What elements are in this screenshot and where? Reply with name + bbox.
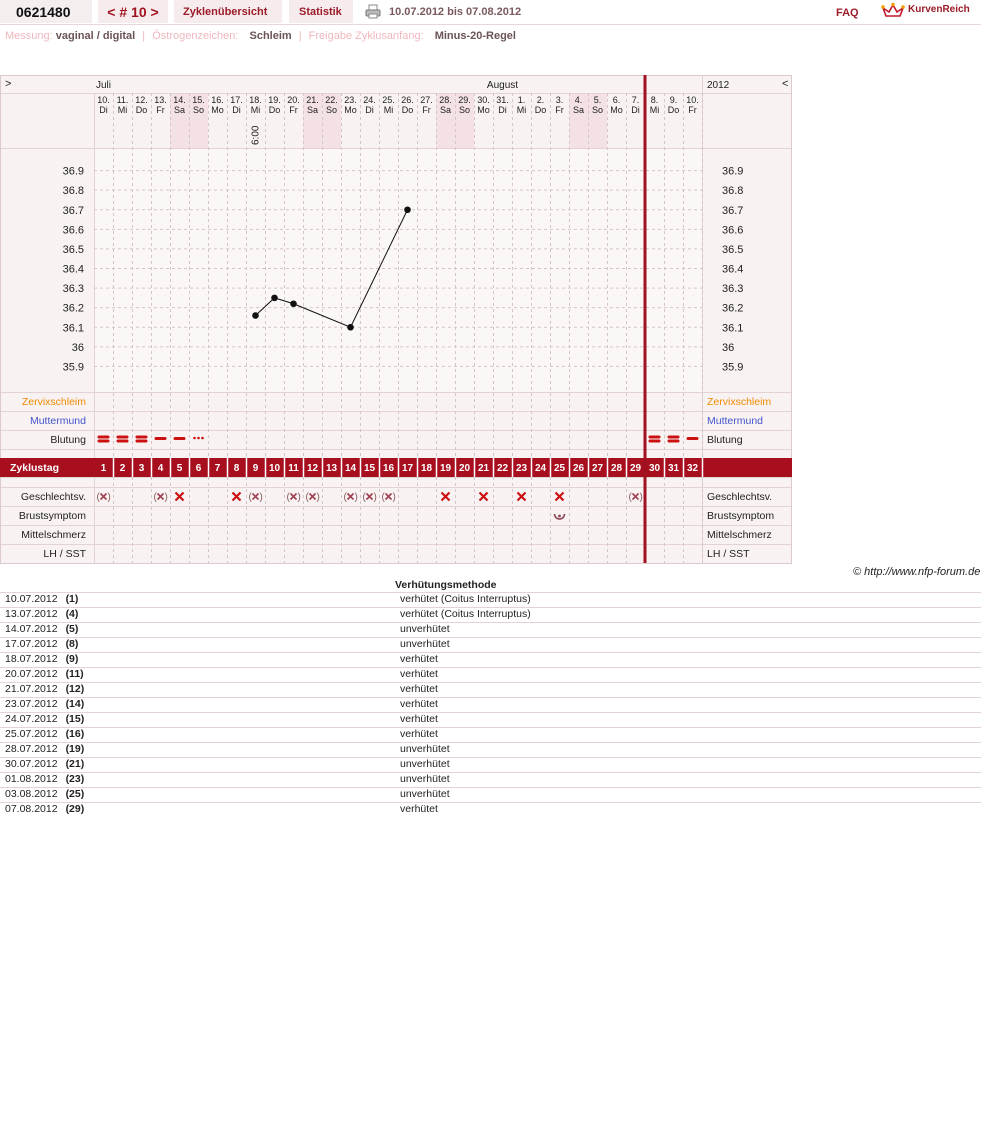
weekday-label: So (591, 105, 604, 115)
intercourse-protected-bracket: ( (96, 492, 100, 503)
contraception-method: unverhütet (395, 758, 981, 773)
contraception-method: unverhütet (395, 773, 981, 788)
date-text: 03.08.2012 (5, 788, 58, 800)
y-tick-label-left: 36.6 (62, 224, 84, 237)
date-label: 12. (135, 95, 148, 105)
printer-icon[interactable] (365, 4, 381, 19)
table-row (0, 623, 981, 638)
weekday-label: Sa (306, 105, 319, 115)
y-tick-label-right: 36.9 (722, 165, 744, 178)
cycle-day-number: 4 (157, 463, 164, 474)
bleeding-spotting-mark (193, 437, 196, 440)
contraception-method: verhütet (Coitus Interruptus) (395, 593, 981, 608)
cycle-day-number: 3 (138, 463, 145, 474)
date-text: 18.07.2012 (5, 653, 58, 665)
temperature-point (252, 312, 259, 319)
date-text: 10.07.2012 (5, 593, 58, 605)
date-text: 21.07.2012 (5, 683, 58, 695)
date-text: 14.07.2012 (5, 623, 58, 635)
weekday-label: Mo (344, 105, 357, 115)
contraception-date (0, 728, 395, 743)
cycle-day-number: 26 (572, 463, 585, 474)
y-tick-label-left: 35.9 (62, 361, 84, 374)
y-tick-label-right: 36.3 (722, 283, 744, 296)
bleeding-spotting-mark (201, 437, 204, 440)
cycle-day-number: 6 (195, 463, 202, 474)
bleeding-heavy-mark (668, 436, 680, 439)
date-label: 13. (154, 95, 167, 105)
next-cycle-arrow: < (782, 78, 789, 90)
weekday-label: Mi (649, 105, 660, 115)
weekday-label: Di (232, 105, 241, 115)
date-text: 20.07.2012 (5, 668, 58, 680)
bleeding-heavy-mark (98, 436, 110, 439)
table-row (0, 683, 981, 698)
intercourse-protected-bracket: ( (628, 492, 632, 503)
release-value: Minus-20-Regel (434, 30, 516, 42)
row-label-right-cervix: Muttermund (707, 415, 764, 427)
date-label: 17. (230, 95, 243, 105)
month-label-july: Juli (96, 80, 112, 91)
weekday-label: Sa (439, 105, 452, 115)
contraception-header: Verhütungsmethode (395, 579, 497, 591)
y-tick-label-right: 36.2 (722, 302, 744, 315)
cycle-day-text: (16) (65, 728, 85, 740)
date-label: 23. (344, 95, 357, 105)
date-text: 25.07.2012 (5, 728, 58, 740)
bleeding-heavy-mark (649, 440, 661, 443)
row-label-right-breast: Brustsymptom (707, 510, 775, 522)
date-label: 9. (669, 95, 678, 105)
temperature-point (290, 300, 297, 307)
bleeding-heavy-mark (668, 440, 680, 443)
contraception-method: verhütet (395, 668, 981, 683)
date-range: 10.07.2012 bis 07.08.2012 (389, 6, 522, 18)
cycle-day-number: 2 (119, 463, 126, 474)
cycle-navigation[interactable]: < # 10 > (98, 0, 168, 23)
cycle-day-text: (9) (65, 653, 79, 665)
cycle-day-number: 15 (363, 463, 376, 474)
table-row (0, 743, 981, 758)
weekday-label: Do (667, 105, 680, 115)
row-label-lh: LH / SST (43, 548, 86, 560)
weekday-label: Do (135, 105, 148, 115)
cycle-day-number: 17 (401, 463, 414, 474)
contraception-date (0, 713, 395, 728)
cycle-day-number: 7 (214, 463, 221, 474)
cycle-settings: Messung: vaginal / digital | Östrogenzeichen: Schleim | Freigabe Zyklusanfang: Minus-20-Regel (5, 30, 516, 42)
table-row (0, 638, 981, 653)
row-label-right-midpain: Mittelschmerz (707, 529, 772, 541)
cycle-day-number: 25 (553, 463, 566, 474)
temperature-point (404, 206, 411, 213)
date-label: 11. (116, 95, 129, 105)
cycle-day-text: (19) (65, 743, 85, 755)
weekday-label: Do (534, 105, 547, 115)
y-tick-label-left: 36.7 (62, 204, 84, 217)
weekday-label: Di (99, 105, 108, 115)
y-tick-label-left: 36.3 (62, 283, 84, 296)
weekday-label: Fr (156, 105, 165, 115)
table-row (0, 668, 981, 683)
cycle-day-number: 32 (686, 463, 699, 474)
cycle-day-text: (1) (65, 593, 79, 605)
weekday-label: So (192, 105, 205, 115)
contraception-date (0, 638, 395, 653)
intercourse-protected-bracket: ( (381, 492, 385, 503)
intercourse-protected-bracket: ( (248, 492, 252, 503)
row-label-intercourse: Geschlechtsv. (20, 491, 86, 503)
contraception-method: unverhütet (395, 788, 981, 803)
weekday-label: Do (401, 105, 414, 115)
weekday-label: Do (268, 105, 281, 115)
cycle-overview-link[interactable]: Zyklenübersicht (174, 0, 282, 23)
cycle-day-number: 13 (325, 463, 338, 474)
release-label: Freigabe Zyklusanfang: (308, 30, 424, 42)
table-row (0, 653, 981, 668)
cycle-day-number: 16 (382, 463, 395, 474)
cycle-day-text: (21) (65, 758, 85, 770)
row-label-right-cervical: Zervixschleim (707, 396, 772, 408)
contraception-method: unverhütet (395, 638, 981, 653)
cycle-day-number: 28 (610, 463, 623, 474)
bleeding-normal-mark (155, 437, 167, 440)
contraception-date (0, 773, 395, 788)
y-tick-label-left: 36.4 (62, 263, 84, 276)
cycle-day-number: 11 (288, 463, 299, 474)
cycle-day-number: 10 (268, 463, 281, 474)
table-row (0, 803, 981, 818)
cycle-day-number: 31 (667, 463, 680, 474)
cycle-day-text: (8) (65, 638, 79, 650)
cycle-day-number: 30 (648, 463, 661, 474)
cycle-day-number: 19 (439, 463, 452, 474)
statistics-link[interactable]: Statistik (289, 0, 353, 23)
bleeding-heavy-mark (136, 436, 148, 439)
date-label: 20. (287, 95, 300, 105)
contraception-method: verhütet (395, 713, 981, 728)
cycle-chart (0, 75, 794, 565)
cycle-id: 0621480 (0, 0, 92, 23)
date-text: 28.07.2012 (5, 743, 58, 755)
intercourse-protected-bracket: ( (362, 492, 366, 503)
year-label: 2012 (707, 80, 730, 91)
date-label: 24. (363, 95, 376, 105)
contraception-method: verhütet (Coitus Interruptus) (395, 608, 981, 623)
contraception-date (0, 593, 395, 608)
date-label: 6. (612, 95, 621, 105)
estrogen-label: Östrogenzeichen: (152, 30, 239, 42)
contraception-date (0, 623, 395, 638)
date-label: 26. (401, 95, 414, 105)
weekday-label: Di (365, 105, 374, 115)
contraception-method: unverhütet (395, 623, 981, 638)
intercourse-protected-bracket: ) (316, 492, 320, 503)
measurement-label: Messung: (5, 30, 53, 42)
intercourse-protected-bracket: ( (286, 492, 290, 503)
breast-symptom-icon (558, 515, 561, 518)
intercourse-protected-bracket: ) (392, 492, 396, 503)
cycle-day-number: 9 (252, 463, 259, 474)
y-tick-label-left: 36.1 (62, 322, 84, 335)
weekday-label: Sa (173, 105, 186, 115)
cycle-day-label: Zyklustag (10, 462, 60, 474)
contraception-date (0, 743, 395, 758)
cycle-day-text: (23) (65, 773, 85, 785)
table-row (0, 773, 981, 788)
date-label: 29. (458, 95, 471, 105)
y-tick-label-right: 36.7 (722, 204, 744, 217)
contraception-date (0, 668, 395, 683)
weekday-label: Fr (289, 105, 298, 115)
row-label-breast: Brustsymptom (18, 510, 86, 522)
cycle-day-number: 12 (306, 463, 319, 474)
date-label: 22. (325, 95, 338, 105)
y-tick-label-right: 36.6 (722, 224, 744, 237)
y-tick-label-left: 36.8 (62, 185, 84, 198)
date-label: 21. (306, 95, 319, 105)
contraception-method: verhütet (395, 728, 981, 743)
bleeding-heavy-mark (117, 440, 129, 443)
bleeding-heavy-mark (136, 440, 148, 443)
cycle-day-text: (5) (65, 623, 79, 635)
weekday-label: Mo (610, 105, 623, 115)
row-label-midpain: Mittelschmerz (21, 529, 86, 541)
intercourse-protected-bracket: ) (297, 492, 301, 503)
contraception-date (0, 683, 395, 698)
date-label: 3. (555, 95, 564, 105)
intercourse-protected-bracket: ) (373, 492, 377, 503)
date-label: 18. (249, 95, 262, 105)
date-text: 23.07.2012 (5, 698, 58, 710)
cycle-day-number: 20 (458, 463, 471, 474)
date-label: 7. (631, 95, 640, 105)
weekday-label: So (458, 105, 471, 115)
bleeding-normal-mark (687, 437, 699, 440)
weekday-label: Mo (211, 105, 224, 115)
contraception-date (0, 803, 395, 818)
date-text: 13.07.2012 (5, 608, 58, 620)
table-row (0, 713, 981, 728)
cycle-day-number: 18 (420, 463, 433, 474)
contraception-date (0, 698, 395, 713)
bleeding-heavy-mark (98, 440, 110, 443)
date-label: 5. (593, 95, 602, 105)
date-label: 10. (686, 95, 699, 105)
measurement-value: vaginal / digital (55, 30, 136, 42)
cycle-day-text: (12) (65, 683, 85, 695)
y-tick-label-right: 36 (722, 341, 735, 354)
weekday-label: Di (498, 105, 507, 115)
contraception-method: unverhütet (395, 743, 981, 758)
y-tick-label-left: 36 (71, 341, 84, 354)
date-label: 1. (517, 95, 526, 105)
top-bar (0, 0, 981, 25)
row-label-right-intercourse: Geschlechtsv. (707, 491, 773, 503)
contraception-date (0, 653, 395, 668)
weekday-label: Mo (477, 105, 490, 115)
copyright: © http://www.nfp-forum.de (853, 566, 981, 578)
intercourse-protected-bracket: ( (305, 492, 309, 503)
date-label: 28. (439, 95, 452, 105)
cycle-day-number: 23 (515, 463, 528, 474)
cycle-day-number: 14 (344, 463, 357, 474)
table-row (0, 788, 981, 803)
contraception-date (0, 788, 395, 803)
contraception-table (0, 577, 981, 817)
cycle-day-number: 1 (100, 463, 107, 474)
intercourse-protected-bracket: ) (354, 492, 358, 503)
contraception-date (0, 758, 395, 773)
cycle-day-number: 29 (629, 463, 642, 474)
y-tick-label-right: 36.1 (722, 322, 744, 335)
date-label: 10. (97, 95, 110, 105)
weekday-label: Fr (422, 105, 431, 115)
date-label: 8. (650, 95, 659, 105)
weekday-label: Mi (250, 105, 261, 115)
weekday-label: So (325, 105, 338, 115)
bleeding-heavy-mark (117, 436, 129, 439)
weekday-label: Fr (688, 105, 697, 115)
cycle-day-text: (14) (65, 698, 85, 710)
contraception-method: verhütet (395, 683, 981, 698)
bleeding-spotting-mark (197, 437, 200, 440)
measure-time-label: 6:00 (250, 125, 262, 145)
y-tick-label-left: 36.2 (62, 302, 84, 315)
intercourse-protected-bracket: ) (164, 492, 168, 503)
bleeding-heavy-mark (649, 436, 661, 439)
table-row (0, 698, 981, 713)
temperature-point (271, 295, 278, 302)
cycle-day-text: (11) (65, 668, 84, 680)
weekday-label: Mi (383, 105, 394, 115)
cycle-day-text: (15) (65, 713, 85, 725)
date-text: 07.08.2012 (5, 803, 58, 815)
date-text: 01.08.2012 (5, 773, 58, 785)
faq-link[interactable]: FAQ (836, 7, 859, 19)
estrogen-value: Schleim (249, 30, 292, 42)
date-label: 19. (268, 95, 281, 105)
brand-name: KurvenReich (908, 4, 970, 15)
date-text: 24.07.2012 (5, 713, 58, 725)
date-text: 17.07.2012 (5, 638, 58, 650)
intercourse-protected-bracket: ) (639, 492, 643, 503)
month-label-august: August (486, 80, 519, 91)
date-text: 30.07.2012 (5, 758, 58, 770)
cycle-day-number: 24 (534, 463, 547, 474)
date-label: 16. (211, 95, 224, 105)
row-label-cervical: Zervixschleim (21, 396, 86, 408)
y-tick-label-right: 36.5 (722, 243, 744, 256)
weekday-label: Mi (516, 105, 527, 115)
weekday-label: Di (631, 105, 640, 115)
y-tick-label-right: 36.8 (722, 185, 744, 198)
temperature-point (347, 324, 354, 331)
cycle-day-number: 21 (477, 463, 490, 474)
weekday-label: Fr (555, 105, 564, 115)
table-row (0, 728, 981, 743)
table-row (0, 608, 981, 623)
y-tick-label-right: 36.4 (722, 263, 744, 276)
y-tick-label-left: 36.5 (62, 243, 84, 256)
date-label: 31. (496, 95, 509, 105)
date-label: 4. (574, 95, 583, 105)
date-label: 25. (382, 95, 395, 105)
intercourse-protected-bracket: ( (153, 492, 157, 503)
row-label-right-lh: LH / SST (707, 548, 750, 560)
contraception-date (0, 608, 395, 623)
intercourse-protected-bracket: ( (343, 492, 347, 503)
prev-cycle-arrow: > (5, 78, 12, 90)
table-row (0, 593, 981, 608)
cycle-day-text: (25) (65, 788, 85, 800)
cycle-day-text: (29) (65, 803, 85, 815)
cycle-day-number: 5 (176, 463, 183, 474)
date-label: 14. (173, 95, 186, 105)
cycle-day-number: 8 (233, 463, 240, 474)
weekday-label: Sa (572, 105, 585, 115)
y-tick-label-right: 35.9 (722, 361, 744, 374)
row-label-right-bleeding: Blutung (707, 434, 743, 446)
row-label-cervix: Muttermund (29, 415, 86, 427)
table-row (0, 758, 981, 773)
cycle-day-text: (4) (65, 608, 79, 620)
row-label-bleeding: Blutung (50, 434, 86, 446)
intercourse-protected-bracket: ) (259, 492, 263, 503)
contraception-method: verhütet (395, 653, 981, 668)
contraception-method: verhütet (395, 803, 981, 818)
weekday-label: Mi (117, 105, 128, 115)
date-label: 15. (192, 95, 205, 105)
intercourse-protected-bracket: ) (107, 492, 111, 503)
bleeding-normal-mark (174, 437, 186, 440)
date-label: 27. (420, 95, 433, 105)
contraception-method: verhütet (395, 698, 981, 713)
date-label: 30. (477, 95, 490, 105)
y-tick-label-left: 36.9 (62, 165, 84, 178)
cycle-day-number: 22 (496, 463, 509, 474)
date-label: 2. (536, 95, 545, 105)
cycle-day-number: 27 (591, 463, 604, 474)
